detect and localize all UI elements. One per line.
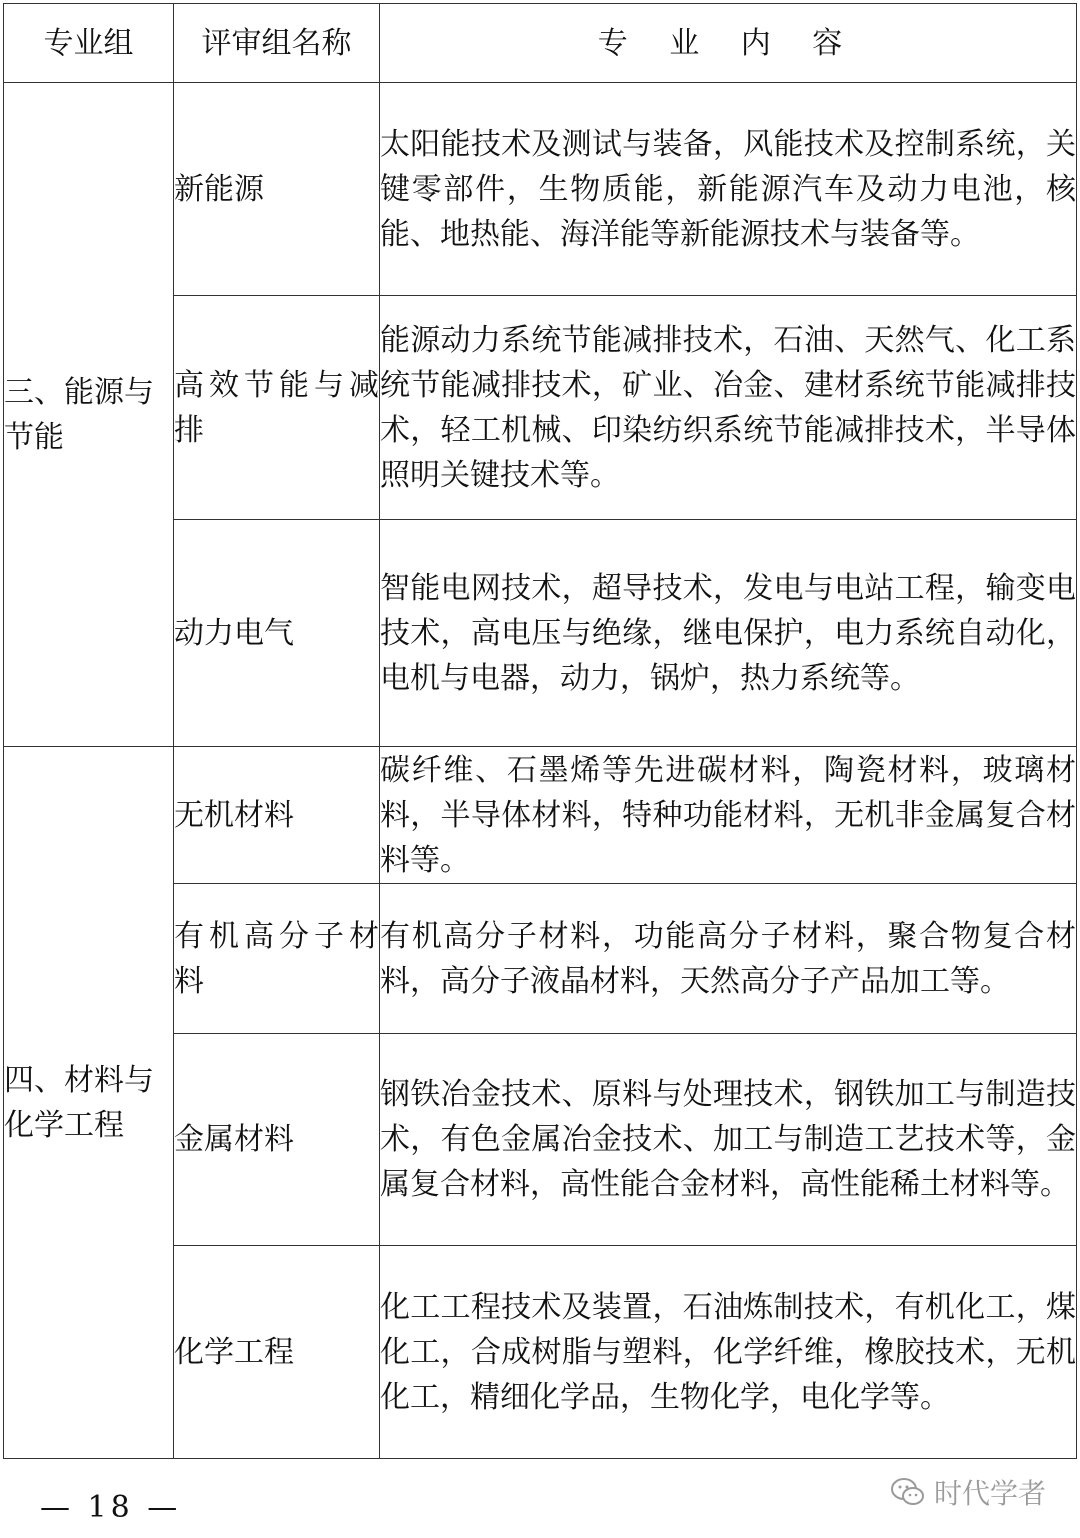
- wechat-icon: [890, 1477, 926, 1507]
- review-group-name: 有机高分子材料: [174, 884, 380, 1034]
- review-group-table: [3, 3, 1077, 1459]
- review-group-name: 高效节能与减排: [174, 296, 380, 520]
- watermark: [890, 1472, 1046, 1512]
- table-row: [4, 83, 1077, 296]
- table-row: [4, 747, 1077, 884]
- page-number: — 18 —: [40, 1490, 182, 1525]
- group-cell-energy: 三、能源与节能: [4, 83, 174, 747]
- review-group-name: 新能源: [174, 83, 380, 296]
- review-group-name: 化学工程: [174, 1246, 380, 1459]
- table-header-row: [4, 4, 1077, 83]
- review-group-content: 有机高分子材料，功能高分子材料，聚合物复合材料，高分子液晶材料，天然高分子产品加工等。: [380, 884, 1077, 1034]
- review-group-content: 碳纤维、石墨烯等先进碳材料，陶瓷材料，玻璃材料，半导体材料，特种功能材料，无机非金属复合材料等。: [380, 747, 1077, 884]
- header-specialty-content: 专 业 内 容: [380, 4, 1077, 83]
- review-group-content: 化工工程技术及装置，石油炼制技术，有机化工，煤化工，合成树脂与塑料，化学纤维，橡胶技术，无机化工，精细化学品，生物化学，电化学等。: [380, 1246, 1077, 1459]
- header-review-group-name: 评审组名称: [174, 4, 380, 83]
- review-group-content: 钢铁冶金技术、原料与处理技术，钢铁加工与制造技术，有色金属冶金技术、加工与制造工艺技术等，金属复合材料，高性能合金材料，高性能稀土材料等。: [380, 1034, 1077, 1246]
- review-group-name: 无机材料: [174, 747, 380, 884]
- review-group-content: 智能电网技术，超导技术，发电与电站工程，输变电技术，高电压与绝缘，继电保护，电力系统自动化，电机与电器，动力，锅炉，热力系统等。: [380, 520, 1077, 747]
- group-cell-materials: 四、材料与化学工程: [4, 747, 174, 1459]
- watermark-text: 时代学者: [933, 1477, 1046, 1510]
- review-group-name: 动力电气: [174, 520, 380, 747]
- review-group-content: 太阳能技术及测试与装备，风能技术及控制系统，关键零部件，生物质能，新能源汽车及动力电池，核能、地热能、海洋能等新能源技术与装备等。: [380, 83, 1077, 296]
- header-specialty-group: 专业组: [4, 4, 174, 83]
- review-group-content: 能源动力系统节能减排技术，石油、天然气、化工系统节能减排技术，矿业、冶金、建材系统节能减排技术，轻工机械、印染纺织系统节能减排技术，半导体照明关键技术等。: [380, 296, 1077, 520]
- review-group-name: 金属材料: [174, 1034, 380, 1246]
